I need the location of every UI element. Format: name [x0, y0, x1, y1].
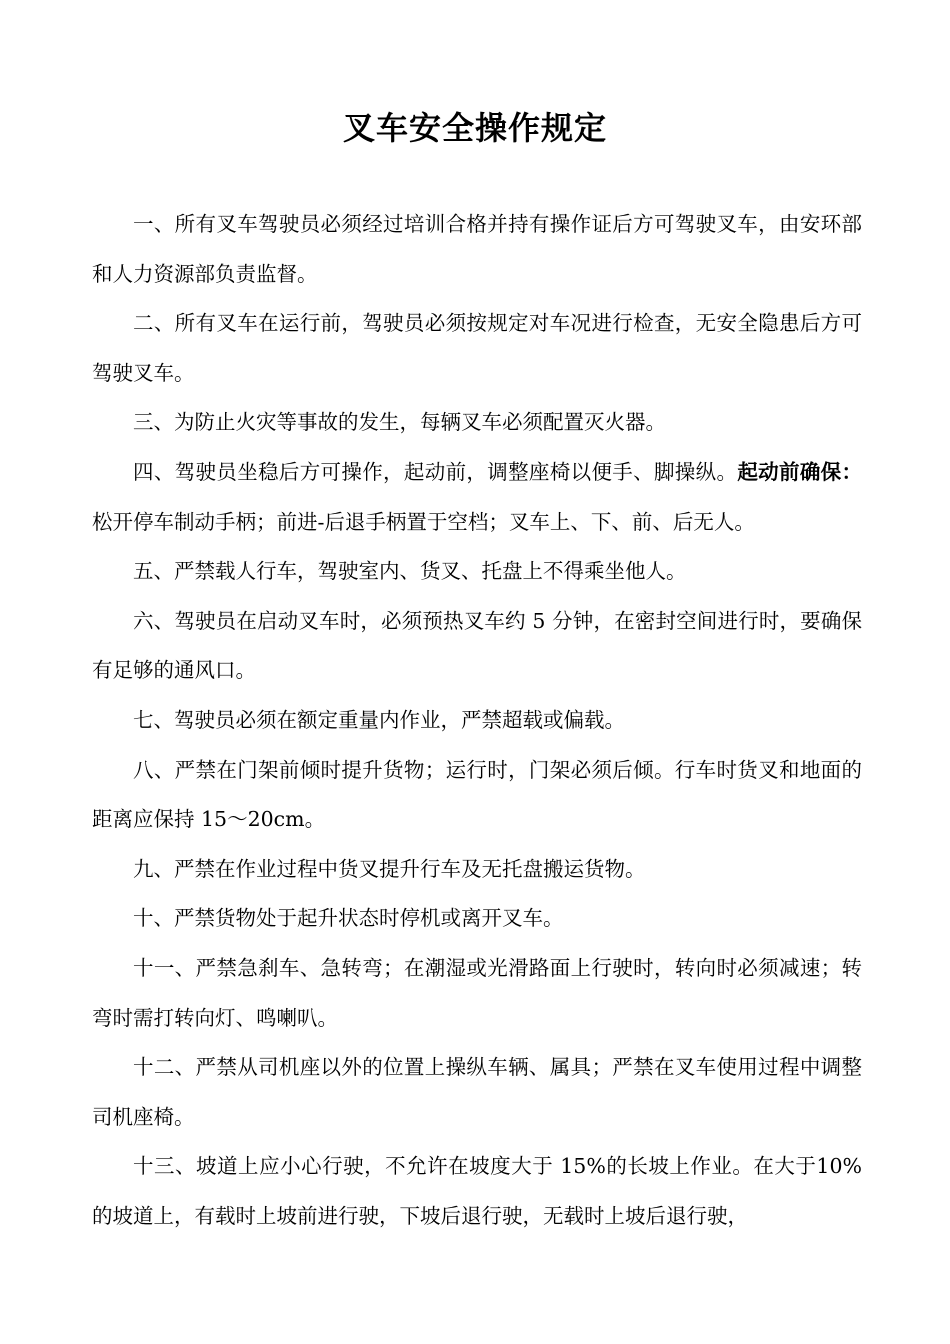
rule-paragraph-11: 十一、严禁急刹车、急转弯；在潮湿或光滑路面上行驶时，转向时必须减速；转弯时需打转向灯、鸣喇叭。: [92, 955, 862, 1030]
rule-paragraph-4-bold: 起动前确保：: [737, 459, 863, 484]
document-body: [92, 200, 862, 1241]
rule-paragraph-9: 九、严禁在作业过程中货叉提升行车及无托盘搬运货物。: [133, 856, 646, 881]
rule-paragraph-10: 十、严禁货物处于起升状态时停机或离开叉车。: [133, 906, 564, 931]
rule-paragraph-8: 八、严禁在门架前倾时提升货物；运行时，门架必须后倾。行车时货叉和地面的距离应保持 15～20cm。: [92, 757, 862, 832]
rule-paragraph-2: 二、所有叉车在运行前，驾驶员必须按规定对车况进行检查，无安全隐患后方可驾驶叉车。: [92, 311, 862, 385]
rule-paragraph-1: 一、所有叉车驾驶员必须经过培训合格并持有操作证后方可驾驶叉车，由安环部和人力资源部负责监督。: [92, 212, 862, 286]
rule-paragraph-3: 三、为防止火灾等事故的发生，每辆叉车必须配置灭火器。: [133, 410, 666, 435]
rule-paragraph-12: 十二、严禁从司机座以外的位置上操纵车辆、属具；严禁在叉车使用过程中调整司机座椅。: [92, 1055, 862, 1129]
rule-paragraph-4-tail: 松开停车制动手柄；前进-后退手柄置于空档；叉车上、下、前、后无人。: [92, 509, 755, 534]
document-title: 叉车安全操作规定: [342, 109, 607, 147]
rule-paragraph-4: [92, 448, 862, 547]
rule-paragraph-7: 七、驾驶员必须在额定重量内作业，严禁超载或偏载。: [133, 707, 625, 732]
rule-paragraph-6: 六、驾驶员在启动叉车时，必须预热叉车约 5 分钟，在密封空间进行时，要确保有足够的通风口。: [92, 608, 862, 683]
rule-paragraph-13: 十三、坡道上应小心行驶，不允许在坡度大于 15%的长坡上作业。在大于10%的坡道上，有载时上坡前进行驶，下坡后退行驶，无载时上坡后退行驶，: [92, 1154, 862, 1228]
rule-paragraph-4-lead: 四、驾驶员坐稳后方可操作，起动前，调整座椅以便手、脚操纵。: [133, 459, 738, 484]
rule-paragraph-5: 五、严禁载人行车，驾驶室内、货叉、托盘上不得乘坐他人。: [133, 559, 687, 584]
